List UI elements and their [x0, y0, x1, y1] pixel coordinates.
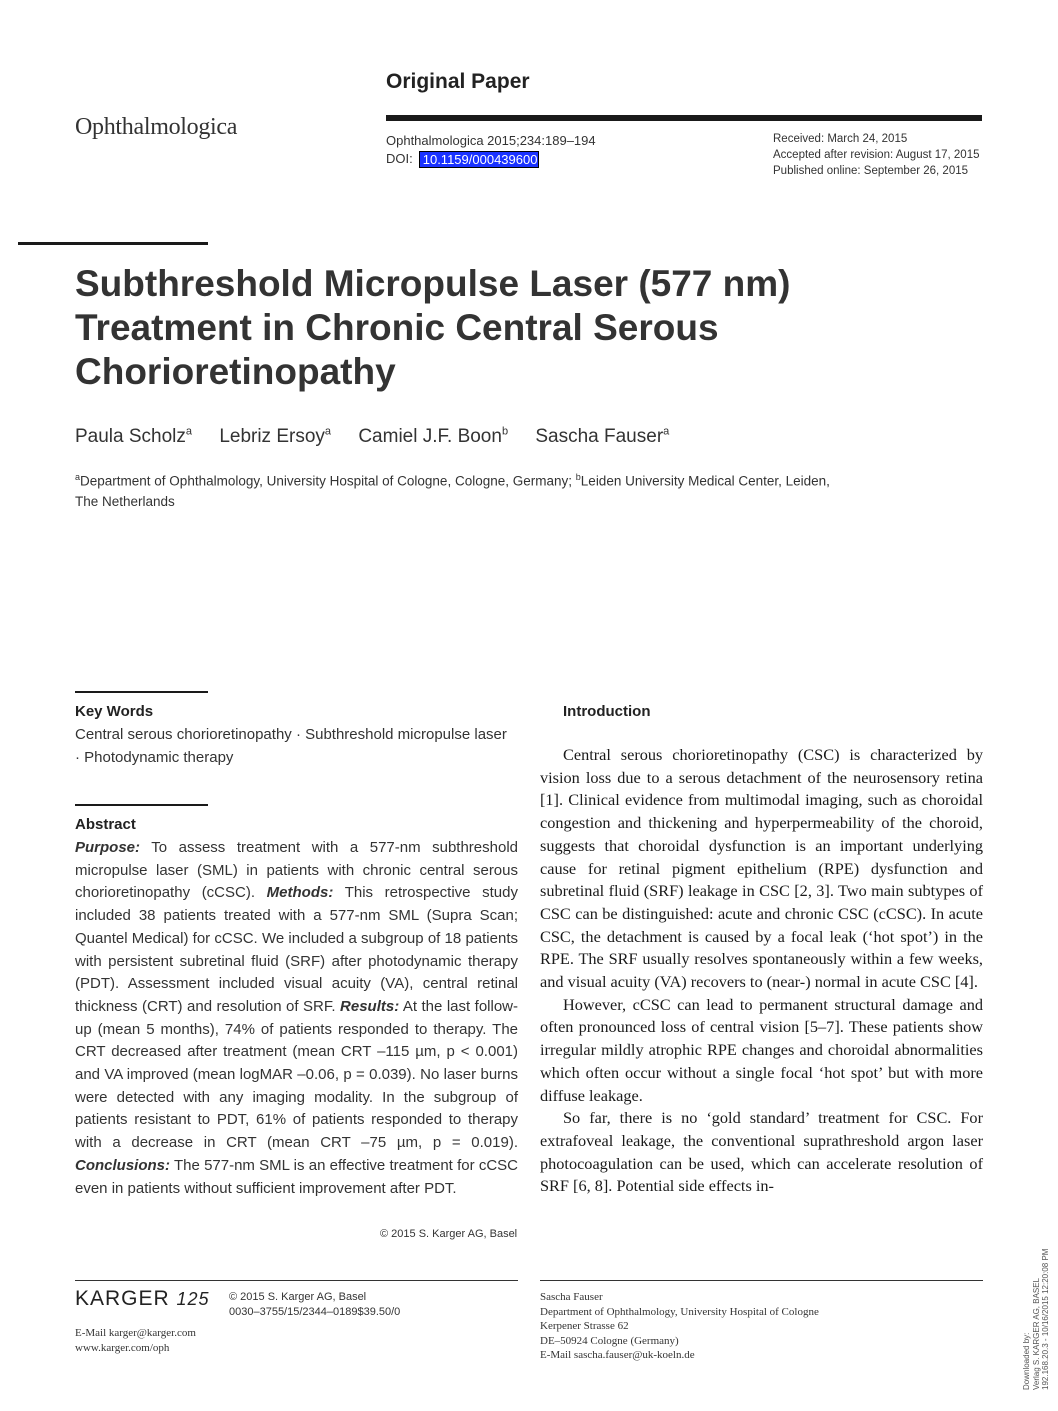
abstract-rule	[75, 804, 208, 806]
abstract-heading: Abstract	[75, 816, 136, 833]
karger-logo: KARGER 125	[75, 1287, 210, 1310]
citation: Ophthalmologica 2015;234:189–194	[386, 133, 596, 148]
publisher-email[interactable]: E-Mail karger@karger.com	[75, 1327, 196, 1339]
publisher-info: © 2015 S. Karger AG, Basel 0030–3755/15/2344–0189$39.50/0	[229, 1291, 401, 1318]
article-title: Subthreshold Micropulse Laser (577 nm) Treatment in Chronic Central Serous Chorioretinopathy	[75, 263, 791, 392]
intro-paragraph: Central serous chorioretinopathy (CSC) is characterized by vision loss due to a serous detachment of the neurosensory retina [1]. Clinical evidence from multimodal imaging, such as choroidal congestion and thickening and hyperpermeability of the choroid, suggests that choroidal dysfunction is an important underlying cause for retinal pigment epithelium (RPE) dysfunction and subretinal fluid (SRF) leakage in CSC [2, 3]. Two main subtypes of CSC can be distinguished: acute and chronic CSC (cCSC). In acute CSC, the detachment is caused by a focal leak (‘hot spot’) in the RPE. The SRF usually resolves spontaneously within a few weeks, and visual acuity (VA) recovers to (near-) normal in acute CSC [4].	[540, 745, 983, 992]
publisher-contact	[75, 1326, 196, 1356]
author-list	[75, 426, 691, 448]
footer-rule-right	[540, 1280, 983, 1281]
abstract-body: Purpose: To assess treatment with a 577-nm subthreshold micropulse laser (SML) in patients with chronic central serous chorioretinopathy (cCSC). Methods: This retrospective study included 38 patients treated with a 577-nm SML (Supra Scan; Quantel Medical) for cCSC. We included a subgroup of 18 patients with persistent subretinal fluid (SRF) after photodynamic therapy (PDT). Assessment included visual acuity (VA), central retinal thickness (CRT) and resolution of SRF. Results: At the last follow-up (mean 5 months), 74% of patients responded to therapy. The CRT decreased after treatment (mean CRT –115 µm, p < 0.001) and VA improved (mean logMAR –0.06, p = 0.039). No laser burns were detected with any imaging modality. In the subgroup of patients resistant to PDT, 61% of patients responded to therapy with a decrease in CRT (mean CRT –75 µm, p = 0.019). Conclusions: The 577-nm SML is an effective treatment for cCSC even in patients without sufficient improvement after PDT.	[75, 839, 518, 1197]
introduction-heading: Introduction	[563, 703, 651, 720]
header-rule	[386, 115, 982, 121]
author: Sascha Fauser$^a$	[535, 426, 670, 448]
publisher-web[interactable]: www.karger.com/oph	[75, 1342, 170, 1354]
download-stamp: Downloaded by: Verlag S. KARGER AG, BASEL 192.168.20.3 - 10/16/2015 12:20:08 PM	[1022, 1248, 1050, 1390]
correspondence-address: Sascha Fauser Department of Ophthalmology, University Hospital of Cologne Kerpener Strasse 62 DE–50924 Cologne (Germany) E-Mail sascha.fauser@uk-koeln.de	[540, 1291, 819, 1362]
accepted-date: Accepted after revision: August 17, 2015	[773, 149, 980, 161]
title-rule	[18, 242, 208, 245]
keywords-rule	[75, 691, 208, 693]
paper-type-label: Original Paper	[386, 70, 530, 93]
doi-link[interactable]: 10.1159/000439600	[419, 151, 539, 168]
footer-rule-left	[75, 1280, 518, 1281]
received-date: Received: March 24, 2015	[773, 133, 908, 145]
intro-paragraph: So far, there is no ‘gold standard’ treatment for CSC. For extrafoveal leakage, the conventional suprathreshold argon laser photocoagulation can be used, which can accelerate resolution of SRF [6, 8]. Potential side effects in-	[540, 1108, 983, 1196]
journal-name: Ophthalmologica	[75, 114, 238, 140]
correspondence-email[interactable]: E-Mail sascha.fauser@uk-koeln.de	[540, 1349, 695, 1362]
doi-label: DOI:	[386, 151, 413, 166]
published-date: Published online: September 26, 2015	[773, 165, 969, 177]
affiliations: $^a$Department of Ophthalmology, University Hospital of Cologne, Cologne, Germany; $^b$Leiden University Medical Center, Leiden, The Netherlands	[75, 472, 830, 509]
author: Lebriz Ersoy$^a$	[219, 426, 332, 448]
intro-paragraph: However, cCSC can lead to permanent structural damage and often pronounced loss of central vision [5–7]. These patients show irregular mildly atrophic RPE changes and choroidal abnormalities which often occur without a single focal ‘hot spot’ but with more diffuse leakage.	[540, 994, 983, 1105]
author: Paula Scholz$^a$	[75, 426, 193, 448]
keywords-text: Central serous chorioretinopathy · Subthreshold micropulse laser · Photodynamic therapy	[75, 726, 507, 766]
author: Camiel J.F. Boon$^b$	[358, 426, 509, 448]
doi-line	[386, 150, 596, 168]
citation-block	[386, 132, 596, 168]
introduction-body	[540, 744, 983, 1198]
keywords-heading: Key Words	[75, 703, 154, 720]
dates-block	[773, 131, 980, 179]
abstract-copyright: © 2015 S. Karger AG, Basel	[380, 1228, 518, 1240]
